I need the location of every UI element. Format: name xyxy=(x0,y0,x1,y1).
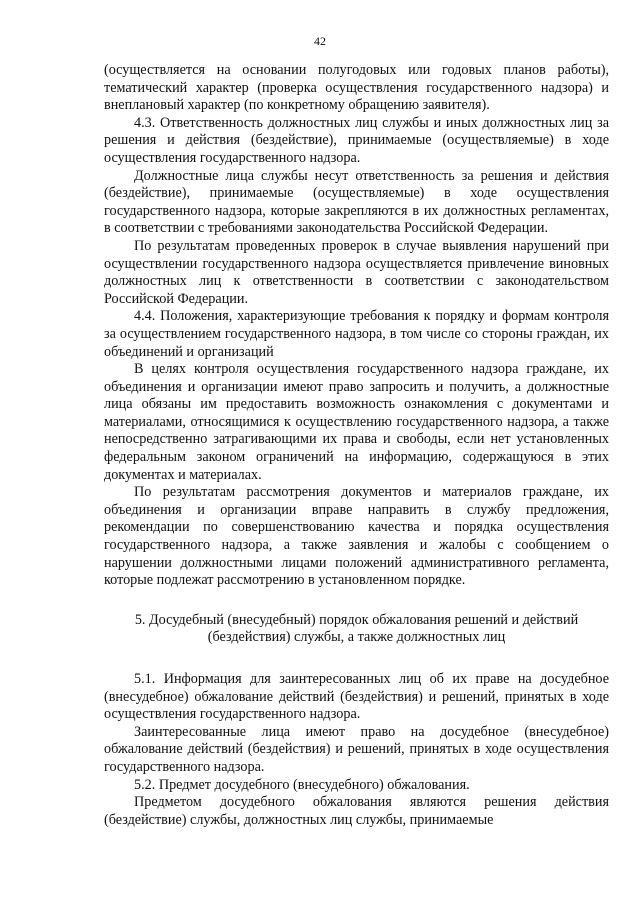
section-5-heading: 5. Досудебный (внесудебный) порядок обжалования решений и действий (бездействия) службы, а также должностных лиц xyxy=(134,611,579,646)
paragraph-continuation: (осуществляется на основании полугодовых или годовых планов работы), тематический характер (проверка осуществления государственного надзора) и внеплановый характер (по конкретному обращению заявителя). xyxy=(104,62,609,114)
paragraph-5-1: 5.1. Информация для заинтересованных лиц об их праве на досудебное (внесудебное) обжалование действий (бездействия) и решений, принятых в ходе осуществления государственного надзора. xyxy=(104,671,609,723)
page-number: 42 xyxy=(314,34,326,48)
paragraph-appeal-right: Заинтересованные лица имеют право на досудебное (внесудебное) обжалование действий (бездействия) и решений, принятых в ходе осуществления государственного надзора. xyxy=(104,723,609,775)
paragraph-responsibility: Должностные лица службы несут ответственность за решения и действия (бездействие), принимаемые (осуществляемые) в ходе осуществления государственного надзора, которые закрепляются в их должностных регламентах, в соответствии с требованиями законодательства Российской Федерации. xyxy=(104,167,609,237)
paragraph-citizen-control: В целях контроля осуществления государственного надзора граждане, их объединения и организации имеют право запросить и получить, а должностные лица обязаны им предоставить возможность ознакомления с документами и материалами, относящимися к осуществлению государственного надзора, а также непосредственно затрагивающими их права и свободы, если нет установленных федеральным законом ограничений на информацию, содержащуюся в этих документах и материалах. xyxy=(104,361,609,483)
paragraph-5-2: 5.2. Предмет досудебного (внесудебного) обжалования. xyxy=(134,776,470,793)
document-body xyxy=(104,62,609,829)
paragraph-4-3-title: 4.3. Ответственность должностных лиц службы и иных должностных лиц за решения и действия (бездействие), принимаемые (осуществляемые) в ходе осуществления государственного надзора. xyxy=(104,114,609,166)
paragraph-inspection-results: По результатам проведенных проверок в случае выявления нарушений при осуществлении государственного надзора осуществляется привлечение виновных должностных лиц к ответственности в соответствии с законодательством Российской Федерации. xyxy=(104,237,609,307)
paragraph-4-4-title: 4.4. Положения, характеризующие требования к порядку и формам контроля за осуществлением государственного надзора, в том числе со стороны граждан, их объединений и организаций xyxy=(104,308,609,360)
paragraph-proposals: По результатам рассмотрения документов и материалов граждане, их объединения и организации вправе направить в службу предложения, рекомендации по совершенствованию качества и порядка осуществления государственного надзора, а также заявления и жалобы с сообщением о нарушении должностными лицами положений административного регламента, которые подлежат рассмотрению в установленном порядке. xyxy=(104,484,609,589)
paragraph-appeal-subject: Предметом досудебного обжалования являются решения действия (бездействие) службы, должностных лиц службы, принимаемые xyxy=(104,794,609,828)
